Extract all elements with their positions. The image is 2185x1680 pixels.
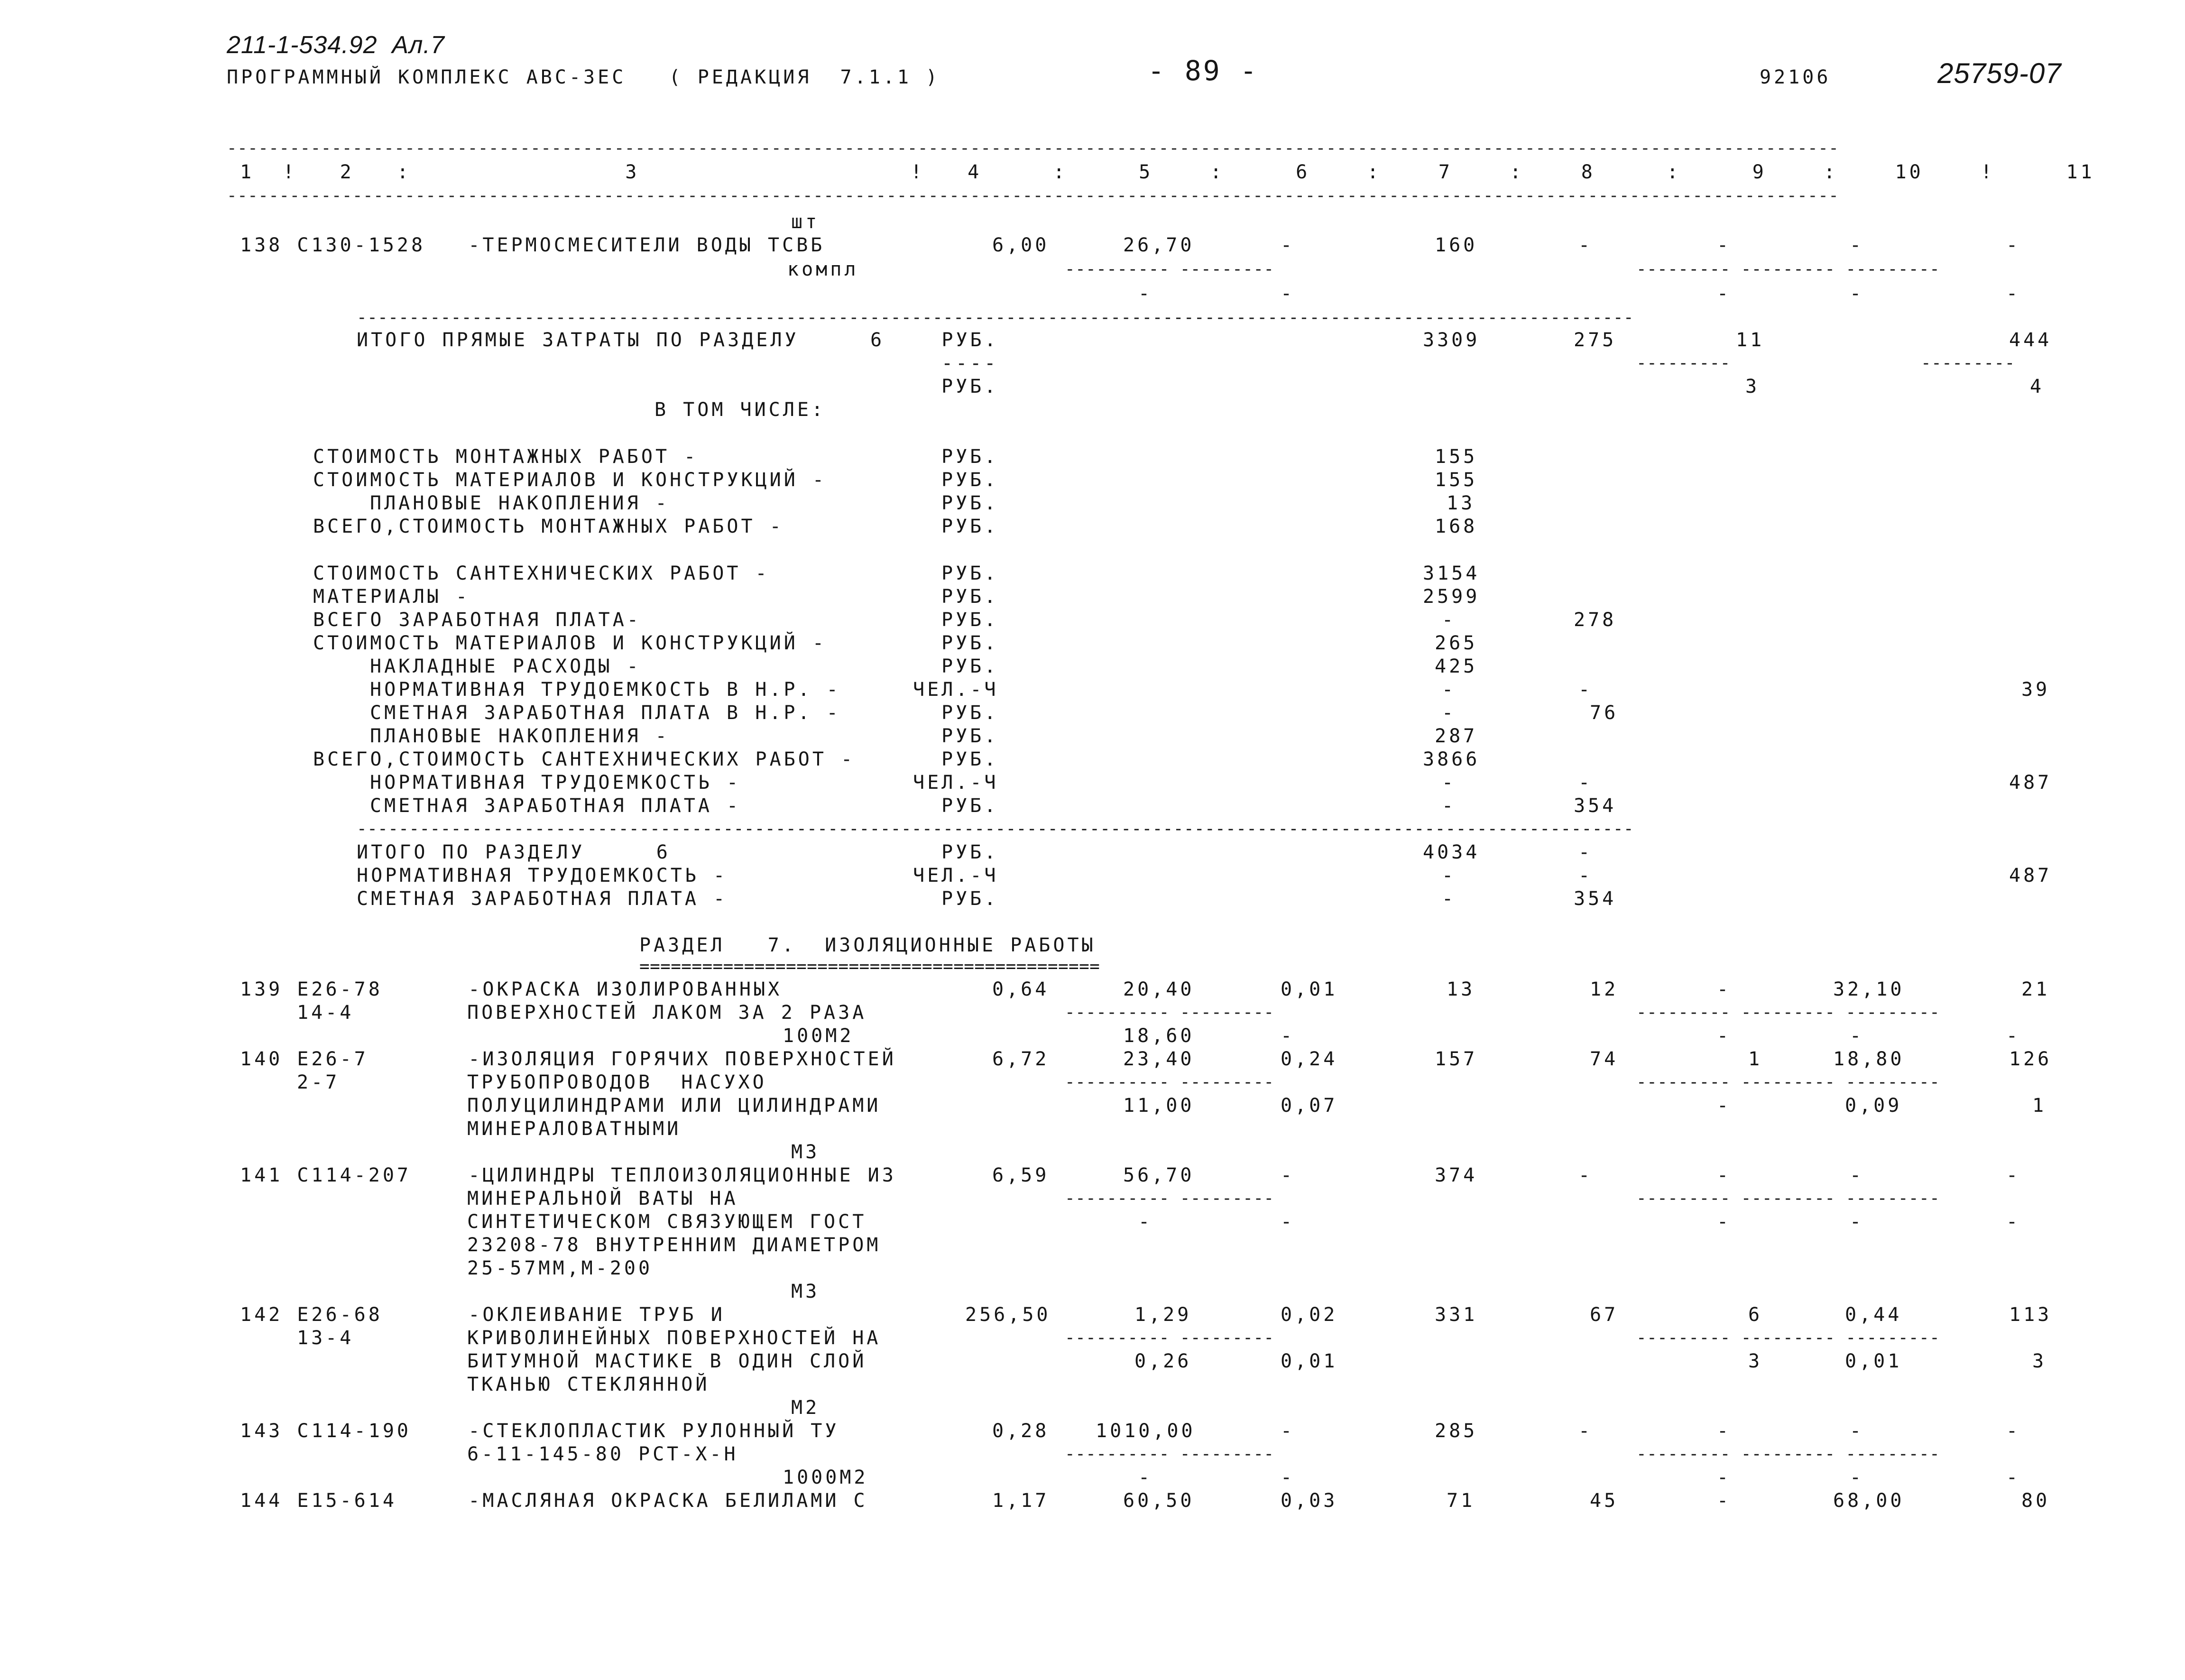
table-text: СТОИМОСТЬ МАТЕРИАЛОВ И КОНСТРУКЦИЙ - xyxy=(313,469,827,491)
table-text: ПОЛУЦИЛИНДРАМИ ИЛИ ЦИЛИНДРАМИ xyxy=(467,1095,881,1117)
table-text: 155 xyxy=(1435,446,1478,468)
table-text: - xyxy=(1850,1211,1864,1233)
table-text: РУБ. xyxy=(941,492,999,514)
table-text: 11,00 xyxy=(1123,1095,1195,1117)
table-text: 6,72 xyxy=(992,1048,1050,1070)
table-text: СМЕТНАЯ ЗАРАБОТНАЯ ПЛАТА - xyxy=(357,888,728,910)
table-rule: --------- --------- --------- xyxy=(1636,1328,1940,1348)
table-text: ВСЕГО ЗАРАБОТНАЯ ПЛАТА- xyxy=(313,609,641,631)
page-number: - 89 - xyxy=(1148,55,1259,87)
table-text: 3866 xyxy=(1423,748,1480,770)
table-text: КРИВОЛИНЕЙНЫХ ПОВЕРХНОСТЕЙ НА xyxy=(467,1327,881,1349)
table-text: 6-11-145-80 РСТ-Х-Н xyxy=(467,1443,738,1465)
table-text: 4 xyxy=(2030,376,2045,397)
table-text: - xyxy=(2006,1025,2021,1047)
table-text: 0,26 xyxy=(1134,1350,1192,1372)
table-text: - xyxy=(1578,841,1593,863)
table-text: - xyxy=(1442,795,1457,817)
table-text: 3 xyxy=(1745,376,1760,397)
table-text: 6,00 xyxy=(992,234,1050,256)
table-text: 425 xyxy=(1435,655,1478,677)
column-numbers-row: 1 ! 2 : 3 ! 4 : 5 : 6 : 7 : 8 : 9 : 10 ! 11 xyxy=(240,161,2095,183)
table-text: - xyxy=(1717,1467,1732,1488)
table-text: - xyxy=(1281,1467,1295,1488)
table-text: 126 xyxy=(2009,1048,2052,1070)
table-text: ЧЕЛ.-Ч xyxy=(913,679,999,701)
table-text: - xyxy=(1850,1420,1864,1442)
table-text: 0,01 xyxy=(1281,1350,1338,1372)
table-text: 0,44 xyxy=(1845,1304,1902,1326)
table-text: РУБ. xyxy=(941,841,999,863)
table-header-rule: ---------------------------------------------------------------------------------------------------------------------------------------------------------- xyxy=(227,186,1839,205)
table-text: РУБ. xyxy=(941,516,999,537)
table-text: 141 С114-207 -ЦИЛИНДРЫ ТЕПЛОИЗОЛЯЦИОННЫЕ ИЗ xyxy=(240,1164,896,1186)
document-header xyxy=(0,0,2185,109)
table-text: компл xyxy=(787,258,859,280)
table-text: БИТУМНОЙ МАСТИКЕ В ОДИН СЛОЙ xyxy=(467,1350,867,1372)
table-text: 14-4 xyxy=(297,1002,354,1024)
table-text: РУБ. xyxy=(941,748,999,770)
table-text: - xyxy=(1281,1164,1295,1186)
table-text: - xyxy=(1442,679,1457,701)
table-text: СТОИМОСТЬ САНТЕХНИЧЕСКИХ РАБОТ - xyxy=(313,563,770,584)
table-text: - xyxy=(1281,1211,1295,1233)
table-text: МИНЕРАЛОВАТНЫМИ xyxy=(467,1118,682,1140)
table-text: - xyxy=(1442,865,1457,886)
table-text: 12 xyxy=(1590,978,1619,1000)
table-text: 1010,00 xyxy=(1096,1420,1196,1442)
table-text: ТКАНЬЮ СТЕКЛЯННОЙ xyxy=(467,1374,710,1395)
table-rule: ---------- --------- xyxy=(1065,1003,1274,1022)
table-text: ЧЕЛ.-Ч xyxy=(913,865,999,886)
table-text: РУБ. xyxy=(941,725,999,747)
table-text: 60,50 xyxy=(1123,1490,1195,1512)
table-text: 0,02 xyxy=(1281,1304,1338,1326)
table-rule: ---------- --------- xyxy=(1065,1189,1274,1208)
table-text: 354 xyxy=(1574,795,1617,817)
table-text: - xyxy=(2006,1467,2021,1488)
table-text: НОРМАТИВНАЯ ТРУДОЕМКОСТЬ - xyxy=(370,772,741,794)
table-rule: --------- xyxy=(1636,353,1731,373)
table-text: 2599 xyxy=(1423,586,1480,608)
table-text: - xyxy=(2006,1211,2021,1233)
table-text: 139 Е26-78 -ОКРАСКА ИЗОЛИРОВАННЫХ xyxy=(240,978,783,1000)
table-text: - xyxy=(1717,1095,1732,1117)
table-text: - xyxy=(1442,702,1457,724)
table-text: 168 xyxy=(1435,516,1478,537)
table-text: 113 xyxy=(2009,1304,2052,1326)
table-text: - xyxy=(1717,1490,1732,1512)
table-rule: --------- xyxy=(1921,353,2015,373)
table-text: 374 xyxy=(1435,1164,1478,1186)
table-text: М3 xyxy=(791,1141,820,1163)
table-text: - xyxy=(1850,234,1864,256)
table-text: 0,01 xyxy=(1845,1350,1902,1372)
table-text: В ТОМ ЧИСЛЕ: xyxy=(655,399,826,421)
table-text: - xyxy=(1578,772,1593,794)
table-text: СТОИМОСТЬ МОНТАЖНЫХ РАБОТ - xyxy=(313,446,699,468)
table-text: - xyxy=(1442,772,1457,794)
table-text: РУБ. xyxy=(941,632,999,654)
table-text: 487 xyxy=(2009,865,2052,886)
table-text: РУБ. xyxy=(941,446,999,468)
table-text: 275 xyxy=(1574,329,1617,351)
table-text: - xyxy=(1717,978,1732,1000)
table-text: НОРМАТИВНАЯ ТРУДОЕМКОСТЬ - xyxy=(357,865,728,886)
table-text: М3 xyxy=(791,1281,820,1302)
table-text: 0,28 xyxy=(992,1420,1050,1442)
table-text: шт xyxy=(791,211,820,233)
table-text: РУБ. xyxy=(941,795,999,817)
table-text: 71 xyxy=(1447,1490,1475,1512)
table-text: - xyxy=(2006,234,2021,256)
table-text: - xyxy=(1717,1025,1732,1047)
table-text: 3309 xyxy=(1423,329,1480,351)
table-text: МАТЕРИАЛЫ - xyxy=(313,586,470,608)
table-text: 56,70 xyxy=(1123,1164,1195,1186)
table-text: - xyxy=(1442,888,1457,910)
table-text: 265 xyxy=(1435,632,1478,654)
table-text: - xyxy=(1717,1420,1732,1442)
table-text: ---- xyxy=(941,352,999,374)
table-text: ИТОГО ПО РАЗДЕЛУ 6 xyxy=(357,841,671,863)
table-text: 67 xyxy=(1590,1304,1619,1326)
table-text: - xyxy=(1717,1164,1732,1186)
table-text: 1000М2 xyxy=(783,1467,868,1488)
table-text: 74 xyxy=(1590,1048,1619,1070)
table-text: 2-7 xyxy=(297,1071,340,1093)
doc-code: 211-1-534.92 Ал.7 xyxy=(227,31,445,59)
table-text: 76 xyxy=(1590,702,1619,724)
table-text: 3 xyxy=(2032,1350,2047,1372)
table-text: - xyxy=(1850,1164,1864,1186)
table-text: - xyxy=(1850,283,1864,305)
table-text: 11 xyxy=(1736,329,1765,351)
table-text: 160 xyxy=(1435,234,1478,256)
table-text: ИТОГО ПРЯМЫЕ ЗАТРАТЫ ПО РАЗДЕЛУ 6 РУБ. xyxy=(357,329,999,351)
table-text: 1,29 xyxy=(1134,1304,1192,1326)
table-text: 13 xyxy=(1447,978,1475,1000)
table-text: 18,80 xyxy=(1833,1048,1905,1070)
table-text: 0,64 xyxy=(992,978,1050,1000)
table-rule: --------- --------- --------- xyxy=(1636,259,1940,279)
table-text: 39 xyxy=(2021,679,2050,701)
table-text: ТРУБОПРОВОДОВ НАСУХО xyxy=(467,1071,767,1093)
table-text: 1 xyxy=(1748,1048,1763,1070)
table-text: СИНТЕТИЧЕСКОМ СВЯЗУЮЩЕМ ГОСТ xyxy=(467,1211,867,1233)
table-text: 1 xyxy=(2032,1095,2047,1117)
table-text: 140 Е26-7 -ИЗОЛЯЦИЯ ГОРЯЧИХ ПОВЕРХНОСТЕЙ xyxy=(240,1048,896,1070)
table-text: РУБ. xyxy=(941,469,999,491)
table-text: РУБ. xyxy=(941,609,999,631)
table-text: - xyxy=(1850,1467,1864,1488)
table-text: 4034 xyxy=(1423,841,1480,863)
table-text: 13 xyxy=(1447,492,1475,514)
table-text: 26,70 xyxy=(1123,234,1195,256)
table-text: ПЛАНОВЫЕ НАКОПЛЕНИЯ - xyxy=(370,725,670,747)
table-text: 354 xyxy=(1574,888,1617,910)
table-text: 3154 xyxy=(1423,563,1480,584)
table-text: 0,24 xyxy=(1281,1048,1338,1070)
table-text: РУБ. xyxy=(941,376,999,397)
table-top-rule: ---------------------------------------------------------------------------------------------------------------------------------------------------------- xyxy=(227,138,1839,158)
table-text: 6,59 xyxy=(992,1164,1050,1186)
program-title: ПРОГРАММНЫЙ КОМПЛЕКС АВС-3ЕС ( РЕДАКЦИЯ 7.1.1 ) xyxy=(227,66,940,88)
table-text: - xyxy=(1578,234,1593,256)
table-text: 144 Е15-614 -МАСЛЯНАЯ ОКРАСКА БЕЛИЛАМИ С xyxy=(240,1490,868,1512)
table-text: 23,40 xyxy=(1123,1048,1195,1070)
table-text: 142 Е26-68 -ОКЛЕИВАНИЕ ТРУБ И xyxy=(240,1304,725,1326)
table-text: 100М2 xyxy=(783,1025,854,1047)
table-rule: ---------- --------- xyxy=(1065,259,1274,279)
table-rule: --------- --------- --------- xyxy=(1636,1444,1940,1464)
table-text: - xyxy=(1281,234,1295,256)
table-text: 18,60 xyxy=(1123,1025,1195,1047)
table-rule: ---------- --------- xyxy=(1065,1328,1274,1348)
table-text: ПЛАНОВЫЕ НАКОПЛЕНИЯ - xyxy=(370,492,670,514)
table-rule: -------------------------------------------------------------------------------------------------------------------------- xyxy=(357,308,1634,327)
estimate-table xyxy=(0,133,2185,1556)
table-text: 155 xyxy=(1435,469,1478,491)
table-rule: ---------- --------- xyxy=(1065,1072,1274,1092)
table-text: РУБ. xyxy=(941,655,999,677)
table-text: 32,10 xyxy=(1833,978,1905,1000)
table-text: РУБ. xyxy=(941,888,999,910)
table-text: - xyxy=(1578,1420,1593,1442)
table-text: 0,09 xyxy=(1845,1095,1902,1117)
table-text: 45 xyxy=(1590,1490,1619,1512)
table-text: - xyxy=(2006,283,2021,305)
table-text: - xyxy=(1281,1420,1295,1442)
table-text: 157 xyxy=(1435,1048,1478,1070)
table-text: - xyxy=(1717,1211,1732,1233)
table-text: 1,17 xyxy=(992,1490,1050,1512)
table-rule: --------- --------- --------- xyxy=(1636,1003,1940,1022)
table-text: СМЕТНАЯ ЗАРАБОТНАЯ ПЛАТА - xyxy=(370,795,741,817)
table-text: 143 С114-190 -СТЕКЛОПЛАСТИК РУЛОННЫЙ ТУ xyxy=(240,1420,839,1442)
table-text: - xyxy=(1138,1211,1153,1233)
table-text: 0,07 xyxy=(1281,1095,1338,1117)
table-text: 278 xyxy=(1574,609,1617,631)
code-right: 92106 xyxy=(1760,66,1831,88)
table-text: - xyxy=(1442,609,1457,631)
table-text: ЧЕЛ.-Ч xyxy=(913,772,999,794)
table-text: РУБ. xyxy=(941,586,999,608)
table-text: 20,40 xyxy=(1123,978,1195,1000)
table-rule: ============================================ xyxy=(639,957,1100,976)
table-text: 287 xyxy=(1435,725,1478,747)
table-text: - xyxy=(1281,1025,1295,1047)
table-text: ВСЕГО,СТОИМОСТЬ МОНТАЖНЫХ РАБОТ - xyxy=(313,516,784,537)
table-text: ВСЕГО,СТОИМОСТЬ САНТЕХНИЧЕСКИХ РАБОТ - xyxy=(313,748,856,770)
table-text: 487 xyxy=(2009,772,2052,794)
registration-stamp: 25759-07 xyxy=(1937,57,2062,89)
table-text: 256,50 xyxy=(965,1304,1051,1326)
table-text: 0,03 xyxy=(1281,1490,1338,1512)
table-text: 0,01 xyxy=(1281,978,1338,1000)
table-text: 21 xyxy=(2021,978,2050,1000)
table-text: 25-57ММ,М-200 xyxy=(467,1257,653,1279)
table-text: 68,00 xyxy=(1833,1490,1905,1512)
table-text: - xyxy=(1138,1467,1153,1488)
table-text: НОРМАТИВНАЯ ТРУДОЕМКОСТЬ В Н.Р. - xyxy=(370,679,841,701)
table-text: - xyxy=(2006,1420,2021,1442)
table-text: 444 xyxy=(2009,329,2052,351)
table-text: СТОИМОСТЬ МАТЕРИАЛОВ И КОНСТРУКЦИЙ - xyxy=(313,632,827,654)
table-text: 23208-78 ВНУТРЕННИМ ДИАМЕТРОМ xyxy=(467,1234,881,1256)
table-text: 6 xyxy=(1748,1304,1763,1326)
table-text: - xyxy=(1138,283,1153,305)
table-text: СМЕТНАЯ ЗАРАБОТНАЯ ПЛАТА В Н.Р. - xyxy=(370,702,841,724)
table-text: - xyxy=(1578,865,1593,886)
table-text: ПОВЕРХНОСТЕЙ ЛАКОМ ЗА 2 РАЗА xyxy=(467,1002,867,1024)
table-text: 80 xyxy=(2021,1490,2050,1512)
table-text: РАЗДЕЛ 7. ИЗОЛЯЦИОННЫЕ РАБОТЫ xyxy=(639,934,1096,956)
table-text: - xyxy=(1281,283,1295,305)
table-text: - xyxy=(2006,1164,2021,1186)
table-text: 285 xyxy=(1435,1420,1478,1442)
table-text: РУБ. xyxy=(941,702,999,724)
table-rule: -------------------------------------------------------------------------------------------------------------------------- xyxy=(357,819,1634,839)
table-rule: --------- --------- --------- xyxy=(1636,1189,1940,1208)
table-text: 138 С130-1528 -ТЕРМОСМЕСИТЕЛИ ВОДЫ ТСВБ xyxy=(240,234,825,256)
table-text: - xyxy=(1717,283,1732,305)
table-rule: --------- --------- --------- xyxy=(1636,1072,1940,1092)
table-text: 13-4 xyxy=(297,1327,354,1349)
table-text: МИНЕРАЛЬНОЙ ВАТЫ НА xyxy=(467,1188,738,1209)
table-text: - xyxy=(1578,679,1593,701)
table-text: НАКЛАДНЫЕ РАСХОДЫ - xyxy=(370,655,641,677)
table-text: М2 xyxy=(791,1397,820,1419)
table-text: 3 xyxy=(1748,1350,1763,1372)
table-text: - xyxy=(1850,1025,1864,1047)
table-text: - xyxy=(1578,1164,1593,1186)
table-text: 331 xyxy=(1435,1304,1478,1326)
table-text: - xyxy=(1717,234,1732,256)
table-text: РУБ. xyxy=(941,563,999,584)
table-rule: ---------- --------- xyxy=(1065,1444,1274,1464)
